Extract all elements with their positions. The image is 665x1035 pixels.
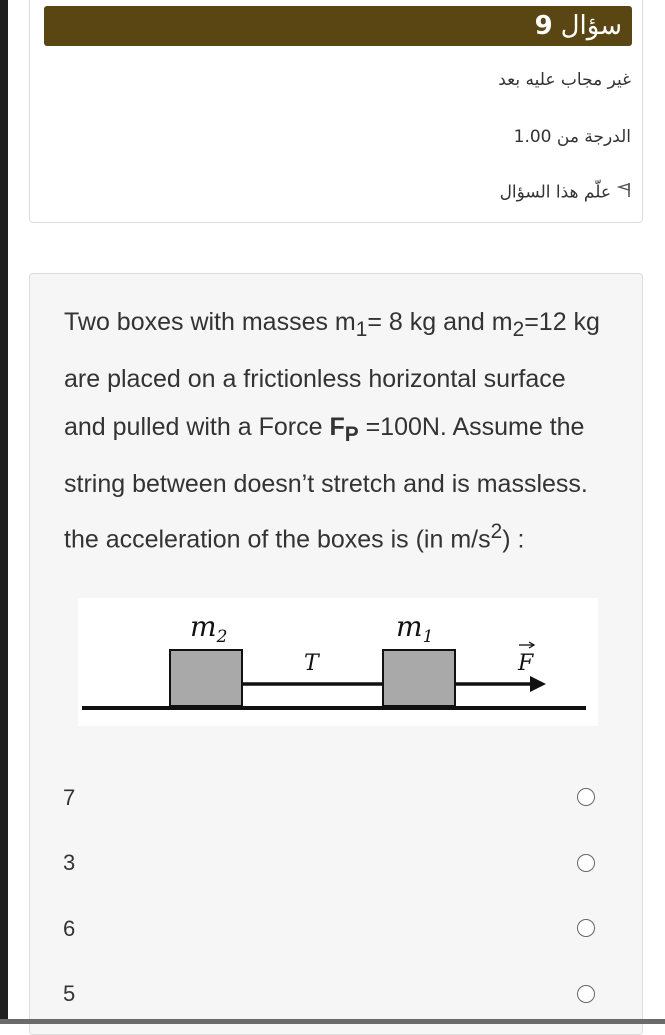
bottom-divider bbox=[0, 1019, 665, 1024]
option-4-value: 5 bbox=[63, 981, 76, 1006]
question-grade: الدرجة من 1.00 bbox=[513, 127, 631, 147]
question-status: غير مجاب عليه بعد bbox=[498, 70, 631, 90]
force-arrow-head bbox=[530, 676, 546, 692]
question-number: 9 bbox=[534, 11, 553, 41]
force-vector-arrow bbox=[519, 642, 534, 648]
question-text: Two boxes with masses $m_1= 8$ kg and $m_2=12$ kg are placed on a frictionless horizontal surface and pulled with a Force $F_P =100N$. Assume the string between doesn’t stretch and is massless. the acceleration of the boxes is (in $m/s^2$) : bbox=[64, 308, 600, 554]
option-4-radio[interactable] bbox=[577, 985, 595, 1003]
m2-label: $m_2$ bbox=[190, 610, 228, 647]
option-3-radio[interactable] bbox=[577, 919, 595, 937]
flag-question-link[interactable] bbox=[500, 182, 631, 203]
m1-label: $m_1$ bbox=[396, 610, 434, 647]
box-m2 bbox=[170, 650, 242, 706]
option-1-radio[interactable] bbox=[577, 788, 595, 806]
option-2-radio[interactable] bbox=[577, 854, 595, 872]
box-m1 bbox=[383, 650, 455, 706]
flag-question-label: علّم هذا السؤال bbox=[499, 182, 611, 203]
question-header bbox=[44, 6, 632, 46]
option-3-value: 6 bbox=[63, 916, 76, 941]
option-2-value: 3 bbox=[63, 850, 76, 875]
flag-icon bbox=[617, 182, 631, 203]
left-edge-bar bbox=[0, 0, 8, 1024]
option-1-value: 7 bbox=[63, 785, 76, 810]
tension-label: T bbox=[304, 651, 319, 676]
force-label: F bbox=[518, 651, 534, 676]
question-label: سؤال bbox=[560, 11, 622, 41]
physics-diagram bbox=[78, 598, 598, 726]
